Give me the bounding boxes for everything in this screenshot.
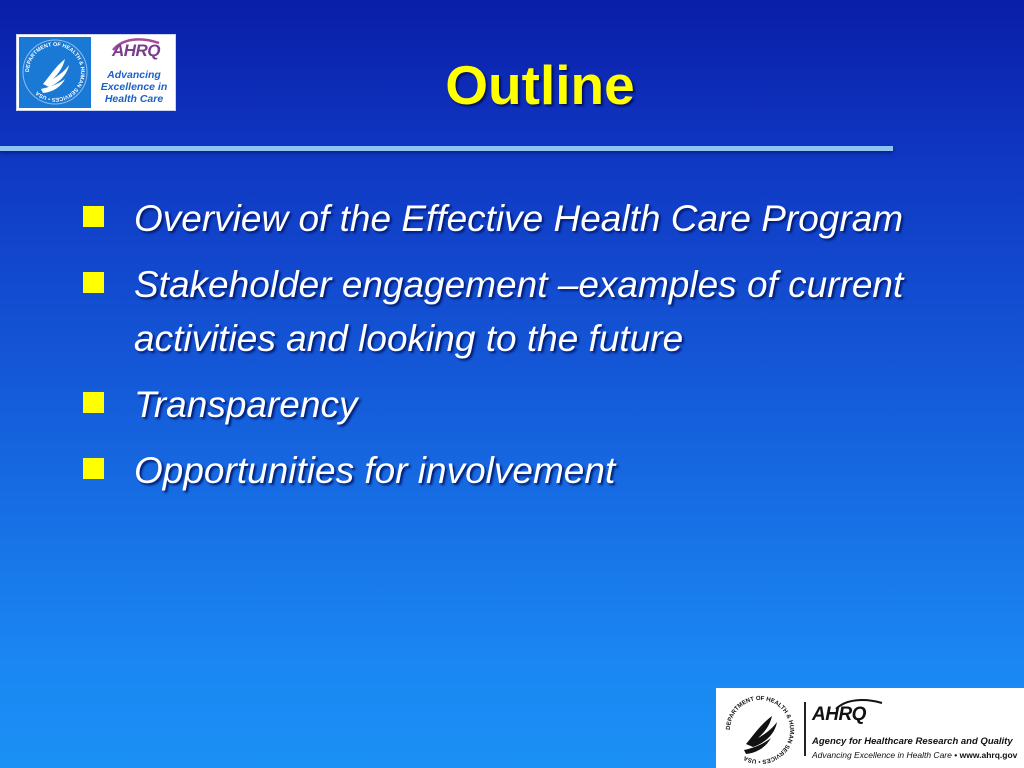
- slide-title: Outline: [445, 54, 635, 116]
- hhs-seal-icon: [720, 692, 800, 764]
- footer-tagline: [812, 750, 1017, 760]
- svg-text:DEPARTMENT OF HEALTH & HUMAN S: DEPARTMENT OF HEALTH & HUMAN SERVICES • USA: [24, 41, 86, 103]
- bullet-item: [82, 378, 962, 432]
- agency-name: Agency for Healthcare Research and Quality: [812, 736, 1013, 747]
- hhs-seal-icon: [19, 37, 91, 108]
- ahrq-wordmark: AHRQ: [812, 704, 866, 725]
- bullet-text: Stakeholder engagement –examples of current activities and looking to the future: [134, 264, 904, 359]
- bullet-text: Opportunities for involvement: [134, 450, 616, 491]
- square-bullet-icon: [83, 392, 104, 413]
- logo-tagline-line3: Health Care: [104, 93, 164, 105]
- ahrq-brand: [93, 35, 175, 110]
- website-link[interactable]: www.ahrq.gov: [959, 750, 1018, 760]
- bullet-item: [82, 192, 962, 246]
- bullet-item: [82, 444, 962, 498]
- logo-tagline-line1: Advancing: [107, 69, 161, 81]
- logo-separator: [804, 702, 806, 756]
- tagline-text: Advancing Excellence in Health Care: [812, 750, 952, 760]
- title-divider: [0, 146, 893, 151]
- bullet-list: [82, 192, 962, 510]
- square-bullet-icon: [83, 458, 104, 479]
- logo-tagline-line2: Excellence in: [100, 81, 168, 93]
- square-bullet-icon: [83, 206, 104, 227]
- ahrq-logo-footer: [716, 688, 1024, 768]
- bullet-text: Overview of the Effective Health Care Program: [134, 198, 904, 239]
- ahrq-logo-top-left: [16, 34, 176, 111]
- ahrq-wordmark: AHRQ: [111, 41, 161, 60]
- tagline-separator: •: [954, 750, 958, 760]
- square-bullet-icon: [83, 272, 104, 293]
- svg-text:DEPARTMENT OF HEALTH & HUMAN S: DEPARTMENT OF HEALTH & HUMAN SERVICES • USA: [725, 695, 795, 764]
- bullet-item: [82, 258, 962, 366]
- bullet-text: Transparency: [134, 384, 358, 425]
